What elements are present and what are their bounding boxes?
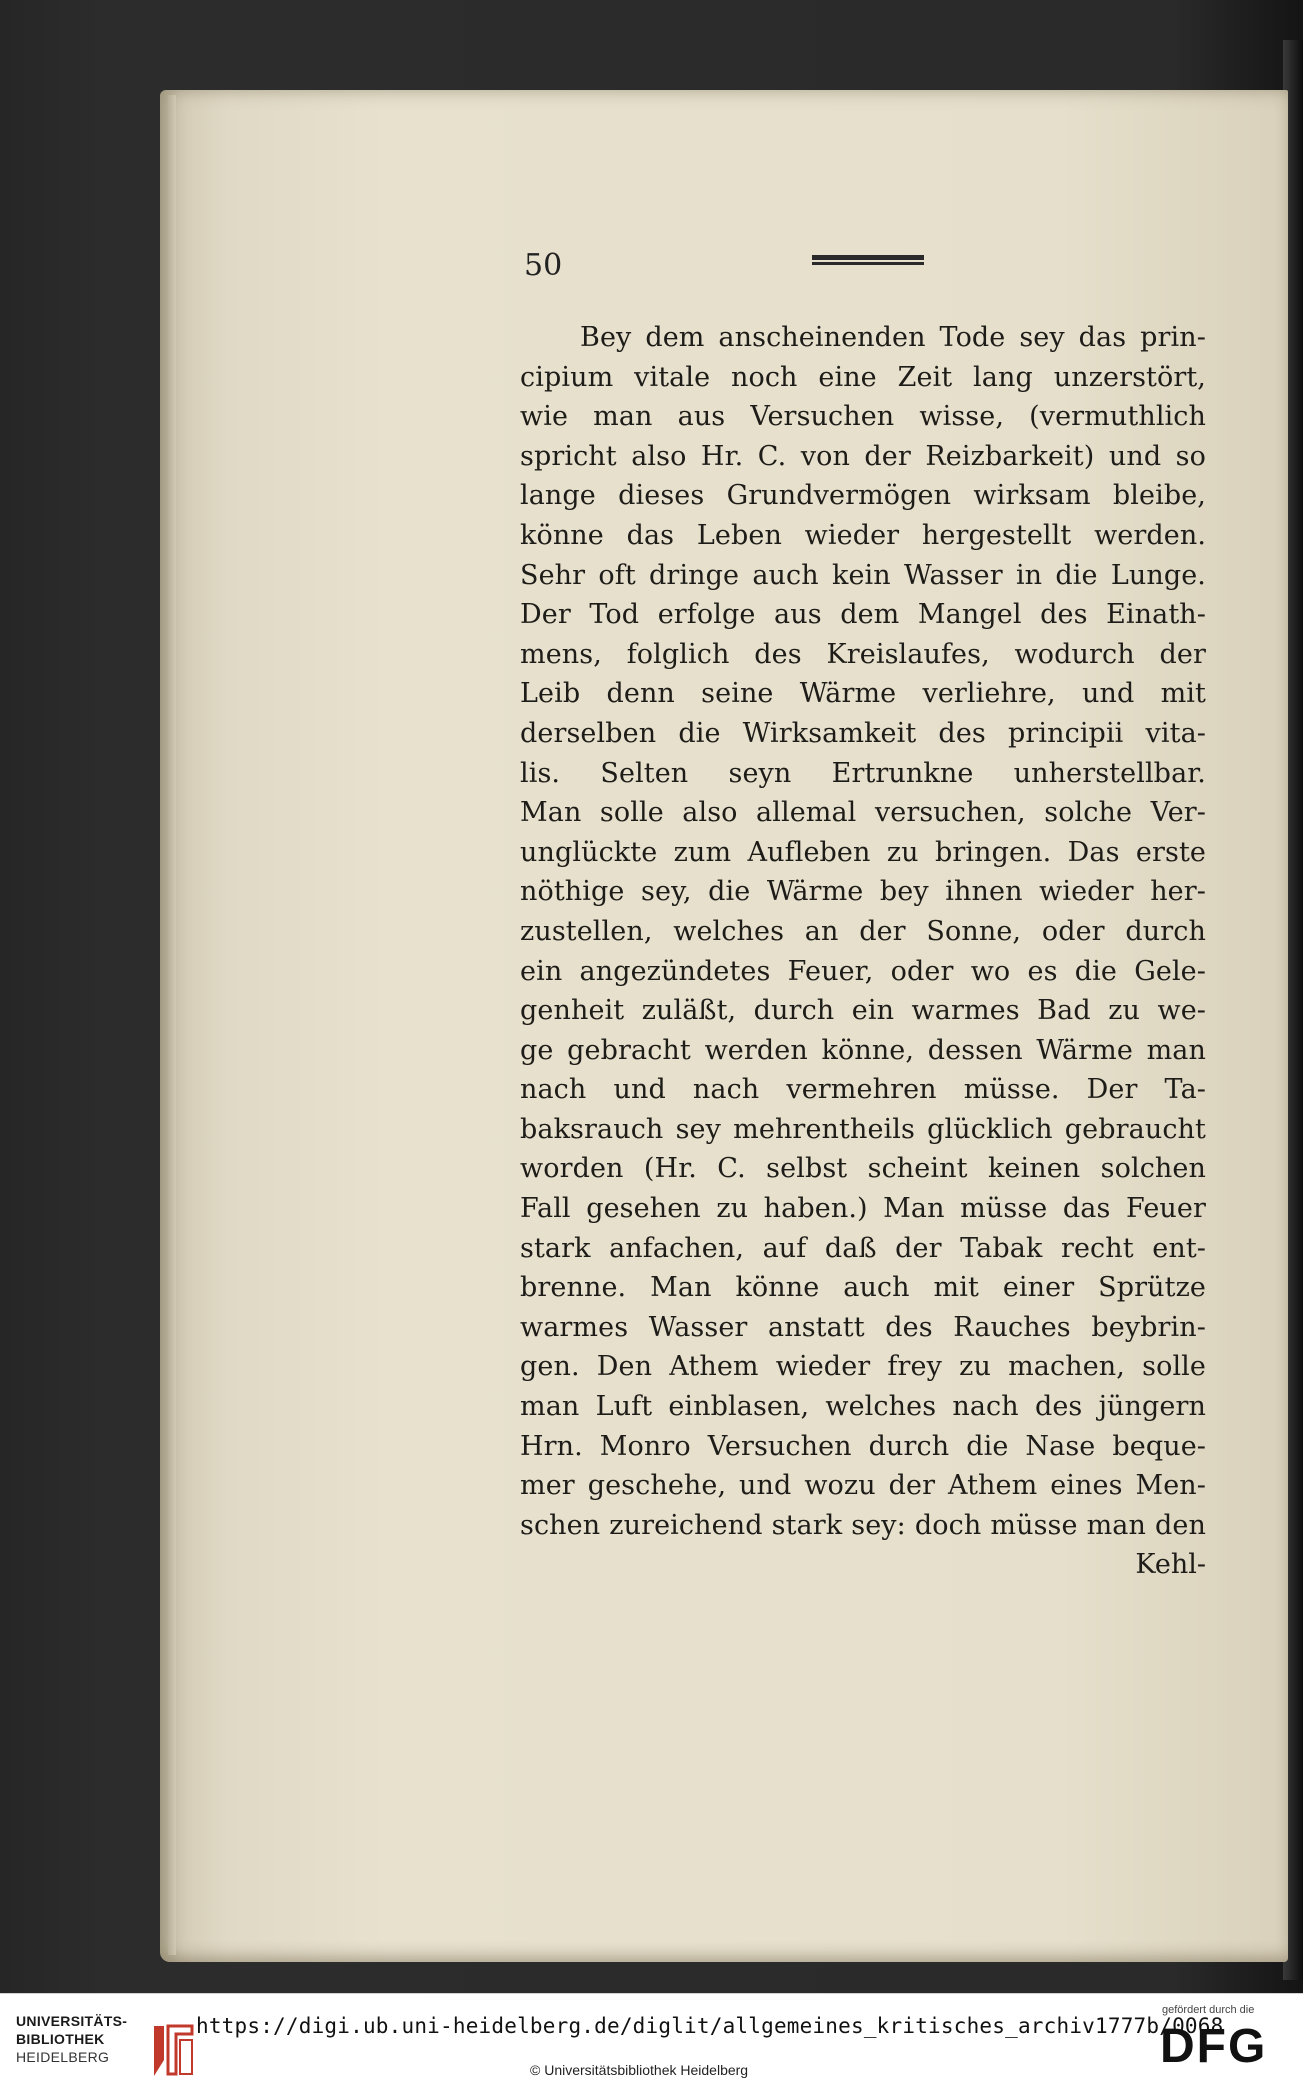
permalink-url[interactable]: https://digi.ub.uni-heidelberg.de/diglit/allgemeines_kritisches_archiv1777b/0068 [196, 2014, 1224, 2038]
library-name-line1: UNIVERSITÄTS- [16, 2013, 128, 2029]
text-line: man Luft einblasen, welches nach des jüngern [520, 1391, 1206, 1423]
text-line: gen. Den Athem wieder frey zu machen, solle [520, 1351, 1206, 1383]
text-line: nöthige sey, die Wärme bey ihnen wieder her- [520, 876, 1206, 908]
header-rule [812, 255, 924, 265]
library-mark-icon [150, 2020, 196, 2080]
text-line: ein angezündetes Feuer, oder wo es die Gele- [520, 955, 1206, 987]
text-line: schen zureichend stark sey: doch müsse man den [520, 1509, 1206, 1541]
text-line: unglückte zum Aufleben zu bringen. Das erste [520, 836, 1206, 868]
text-line: Hrn. Monro Versuchen durch die Nase beque- [520, 1430, 1206, 1462]
funder-label: gefördert durch die [1162, 2004, 1255, 2016]
text-line: könne das Leben wieder hergestellt werden. [520, 519, 1206, 551]
text-line: Leib denn seine Wärme verliehre, und mit [520, 678, 1206, 710]
text-line: Fall gesehen zu haben.) Man müsse das Feuer [520, 1193, 1206, 1225]
text-line: genheit zuläßt, durch ein warmes Bad zu we- [520, 995, 1206, 1027]
text-line: warmes Wasser anstatt des Rauches beybrin- [520, 1311, 1206, 1343]
text-line: nach und nach vermehren müsse. Der Ta- [520, 1074, 1206, 1106]
library-logo[interactable] [16, 2012, 196, 2072]
text-line: baksrauch sey mehrentheils glücklich gebraucht [520, 1113, 1206, 1145]
page-text [520, 318, 1206, 1585]
text-line: worden (Hr. C. selbst scheint keinen solchen [520, 1153, 1206, 1185]
library-name-line3: HEIDELBERG [16, 2049, 110, 2065]
viewer-footer [0, 1993, 1303, 2088]
text-line: Bey dem anscheinenden Tode sey das prin- [580, 322, 1206, 353]
text-line: Der Tod erfolge aus dem Mangel des Einath- [520, 599, 1206, 631]
text-line: lis. Selten seyn Ertrunkne unherstellbar. [520, 757, 1206, 789]
text-line: brenne. Man könne auch mit einer Sprütze [520, 1272, 1206, 1304]
text-line: Man solle also allemal versuchen, solche Ver- [520, 797, 1206, 829]
text-line: zustellen, welches an der Sonne, oder durch [520, 915, 1206, 947]
text-line: lange dieses Grundvermögen wirksam bleibe, [520, 480, 1206, 512]
text-line: spricht also Hr. C. von der Reizbarkeit) und so [520, 440, 1206, 472]
text-line: stark anfachen, auf daß der Tabak recht ent- [520, 1232, 1206, 1264]
text-line: mer geschehe, und wozu der Athem eines Men- [520, 1470, 1206, 1502]
text-line: cipium vitale noch eine Zeit lang unzerstört, [520, 361, 1206, 393]
catchword: Kehl- [1135, 1549, 1206, 1581]
dfg-logo[interactable]: DFG [1160, 2020, 1268, 2073]
text-line: ge gebracht werden könne, dessen Wärme man [520, 1034, 1206, 1066]
text-line: derselben die Wirksamkeit des principii vita- [520, 717, 1206, 749]
text-line: wie man aus Versuchen wisse, (vermuthlich [520, 401, 1206, 433]
page-left-edge [168, 95, 176, 1955]
text-line: Sehr oft dringe auch kein Wasser in die Lunge. [520, 559, 1206, 591]
page-number: 50 [524, 248, 563, 283]
library-name-line2: BIBLIOTHEK [16, 2031, 105, 2047]
copyright-text: © Universitätsbibliothek Heidelberg [530, 2062, 749, 2078]
text-line: mens, folglich des Kreislaufes, wodurch der [520, 638, 1206, 670]
